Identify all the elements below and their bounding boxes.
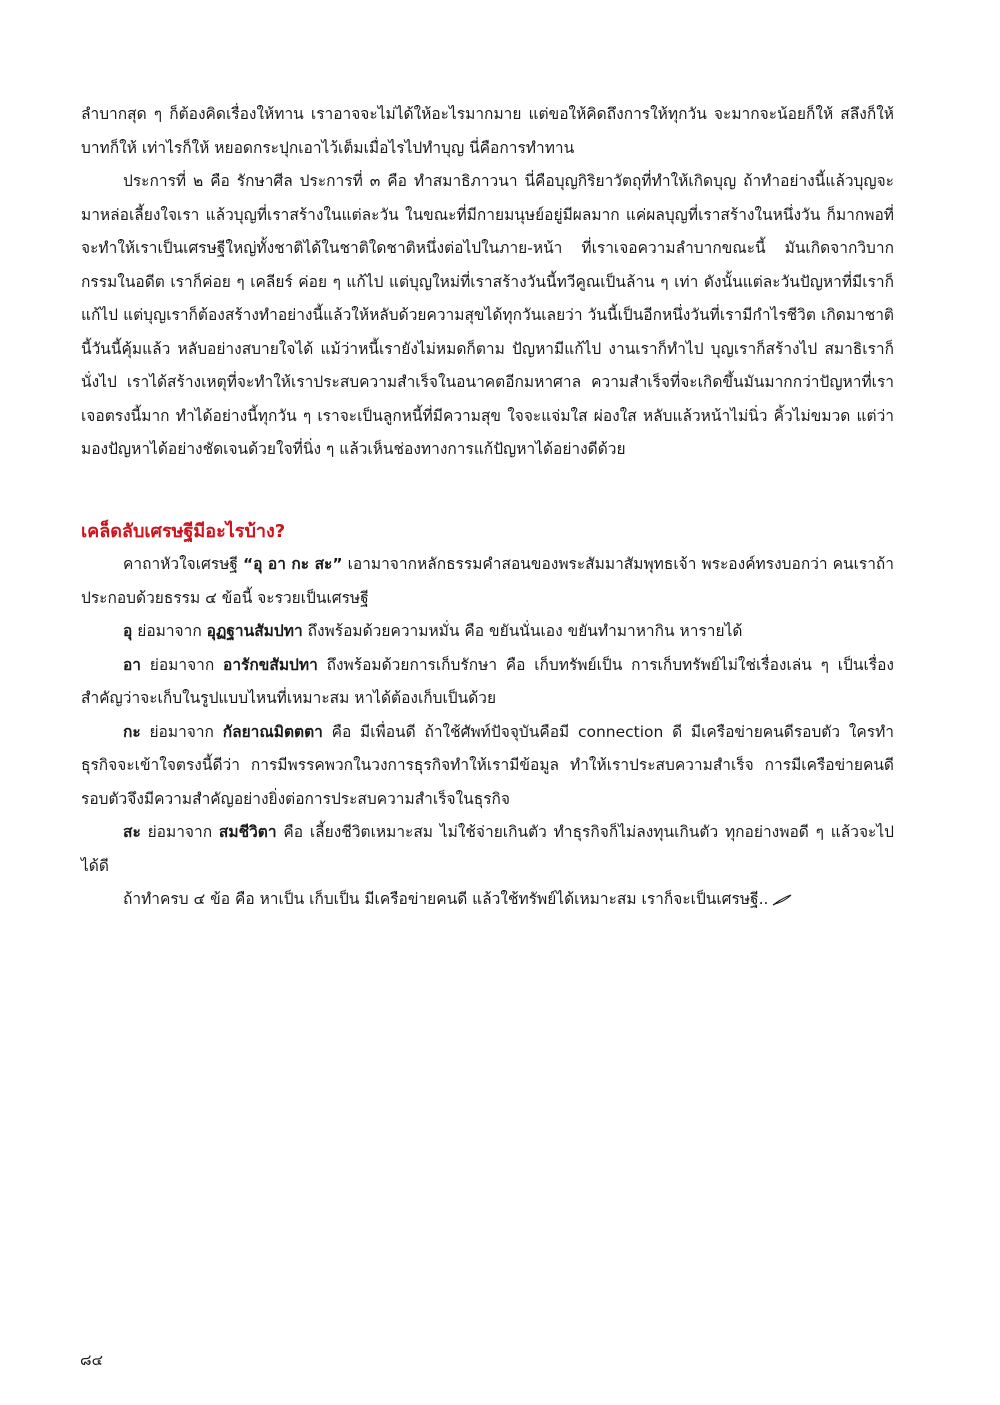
item-text: คือ มีเพื่อนดี ถ้าใช้ศัพท์ปัจจุบันคือมี connection ดี มีเครือข่ายคนดีรอบตัว ใครทำธุรกิจจะเข้าใจตรงนี้ดีว่า การมีพรรคพวกในวงการธุรกิจทำให้เรามีข้อมูล ทำให้เราประสบความสำเร็จ การมีเครือข่ายคนดีรอบตัวจึงมีความสำคัญอย่างยิ่งต่อการประสบความสำเร็จในธุรกิจ: [81, 722, 894, 808]
item-mid: ย่อมาจาก: [140, 823, 219, 841]
intro-text-before: คาถาหัวใจเศรษฐี: [123, 555, 243, 573]
item-sa: [81, 816, 894, 883]
quill-end-mark-icon: [772, 894, 792, 906]
paragraph-1: ลำบากสุด ๆ ก็ต้องคิดเรื่องให้ทาน เราอาจจะไม่ได้ให้อะไรมากมาย แต่ขอให้คิดถึงการให้ทุกวัน จะมากจะน้อยก็ให้ สลึงก็ให้ บาทก็ให้ เท่าไรก็ให้ หยอดกระปุกเอาไว้เต็มเมื่อไรไปทำบุญ นี่คือการทำทาน: [81, 105, 894, 157]
item-term: อุฏฐานสัมปทา: [206, 622, 303, 640]
closing-text: ถ้าทำครบ ๔ ข้อ คือ หาเป็น เก็บเป็น มีเครือข่ายคนดี แล้วใช้ทรัพย์ได้เหมาะสม เราก็จะเป็นเศรษฐี..: [123, 890, 769, 908]
item-term: กัลยาณมิตตตา: [222, 722, 323, 741]
page-number: ๘๔: [80, 1351, 103, 1369]
paragraph-2: ประการที่ ๒ คือ รักษาศีล ประการที่ ๓ คือ ทำสมาธิภาวนา นี่คือบุญกิริยาวัตถุที่ทำให้เกิดบุญ ถ้าทำอย่างนี้แล้วบุญจะมาหล่อเลี้ยงใจเรา แล้วบุญที่เราสร้างในแต่ละวัน ในขณะที่มีกายมนุษย์อยู่มีผลมาก แค่ผลบุญที่เราสร้างในหนึ่งวัน ก็มากพอที่จะทำให้เราเป็นเศรษฐีใหญ่ทั้งชาติได้ในชาติใดชาติหนึ่งต่อไปในภาย-หน้า ที่เราเจอความลำบากขณะนี้ มันเกิดจากวิบากกรรมในอดีต เราก็ค่อย ๆ เคลียร์ ค่อย ๆ แก้ไป แต่บุญใหม่ที่เราสร้างวันนี้ทวีคูณเป็นล้าน ๆ เท่า ดังนั้นแต่ละวันปัญหาที่มีเราก็แก้ไป แต่บุญเราก็ต้องสร้างทำอย่างนี้แล้วให้หลับด้วยความสุขได้ทุกวันเลยว่า วันนี้เป็นอีกหนึ่งวันที่เรามีกำไรชีวิต เกิดมาชาตินี้วันนี้คุ้มแล้ว หลับอย่างสบายใจได้ แม้ว่าหนี้เรายังไม่หมดก็ตาม ปัญหามีแก้ไป งานเราก็ทำไป บุญเราก็สร้างไป สมาธิเราก็นั่งไป เราได้สร้างเหตุที่จะทำให้เราประสบความสำเร็จในอนาคตอีกมหาศาล ความสำเร็จที่จะเกิดขึ้นมันมากกว่าปัญหาที่เราเจอตรงนี้มาก ทำได้อย่างนี้ทุกวัน ๆ เราจะเป็นลูกหนี้ที่มีความสุข ใจจะแจ่มใส ผ่องใส หลับแล้วหน้าไม่นิ่ว คิ้วไม่ขมวด แต่ว่ามองปัญหาได้อย่างชัดเจนด้วยใจที่นิ่ง ๆ แล้วเห็นช่องทางการแก้ปัญหาได้อย่างดีด้วย: [81, 172, 894, 458]
item-term: อารักขสัมปทา: [223, 655, 318, 674]
item-text: ถึงพร้อมด้วยการเก็บรักษา คือ เก็บทรัพย์เป็น การเก็บทรัพย์ไม่ใช่เรื่องเล่น ๆ เป็นเรื่องสำคัญว่าจะเก็บในรูปแบบไหนที่เหมาะสม หาได้ต้องเก็บเป็นด้วย: [81, 655, 894, 707]
body-text: [81, 98, 894, 917]
item-ka: [81, 716, 894, 817]
intro-paragraph: [81, 548, 894, 615]
item-mid: ย่อมาจาก: [132, 622, 207, 640]
item-term: สมชีวิตา: [218, 823, 277, 841]
item-text: คือ เลี้ยงชีวิตเหมาะสม ไม่ใช้จ่ายเกินตัว ทำธุรกิจก็ไม่ลงทุนเกินตัว ทุกอย่างพอดี ๆ แล้วจะไปได้ดี: [81, 823, 894, 875]
intro-text-after: เอามาจากหลักธรรมคำสอนของพระสัมมาสัมพุทธเจ้า พระองค์ทรงบอกว่า คนเราถ้าประกอบด้วยธรรม ๔ ข้อนี้ จะรวยเป็นเศรษฐี: [81, 555, 894, 607]
mantra-text: “อุ อา กะ สะ”: [242, 555, 343, 573]
item-key: อุ: [123, 622, 133, 640]
item-u: [81, 615, 894, 649]
closing-paragraph: [81, 883, 894, 917]
item-mid: ย่อมาจาก: [140, 722, 223, 741]
item-key: อา: [123, 655, 142, 674]
item-key: สะ: [123, 823, 141, 841]
section-heading: เคล็ดลับเศรษฐีมีอะไรบ้าง?: [81, 520, 286, 542]
item-mid: ย่อมาจาก: [141, 655, 224, 674]
item-key: กะ: [123, 722, 141, 741]
item-text: ถึงพร้อมด้วยความหมั่น คือ ขยันนั่นเอง ขยันทำมาหากิน หารายได้: [302, 622, 743, 640]
item-aa: [81, 649, 894, 716]
